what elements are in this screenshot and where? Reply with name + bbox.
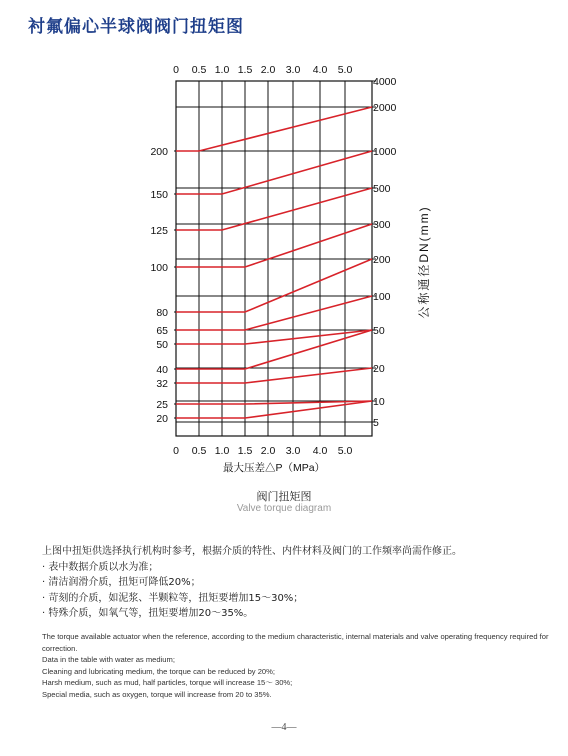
note-en-line: Data in the table with water as medium; <box>42 655 175 664</box>
x-tick-label-bottom: 2.0 <box>260 445 276 457</box>
right-tick-label: 200 <box>373 254 391 266</box>
left-tick-label: 32 <box>156 378 168 390</box>
note-cn-line: 上图中扭矩供选择执行机构时参考，根据介质的特性、内件材料及阀门的工作频率尚需作修正。 <box>42 546 462 557</box>
notes-english <box>42 631 552 700</box>
right-tick-label: 4000 <box>373 76 397 88</box>
x-tick-label-top: 1.5 <box>237 64 253 76</box>
right-tick-label: 500 <box>373 183 391 195</box>
left-tick-label: 80 <box>156 307 168 319</box>
x-tick-label-bottom: 0 <box>173 445 179 457</box>
left-tick-label: 20 <box>156 413 168 425</box>
x-tick-label-top: 0 <box>173 64 179 76</box>
left-tick-label: 125 <box>150 225 168 237</box>
x-axis-label: 最大压差△P（MPa） <box>222 462 326 474</box>
note-cn-line: · 特殊介质，如氧气等，扭矩要增加20～35%。 <box>42 608 254 619</box>
right-tick-label: 50 <box>373 325 385 337</box>
torque-line-65 <box>176 296 372 330</box>
x-tick-label-top: 3.0 <box>285 64 301 76</box>
right-tick-label: 5 <box>373 417 379 429</box>
x-tick-label-bottom: 4.0 <box>312 445 328 457</box>
note-en-line: Harsh medium, such as mud, half particles, torque will increase 15～ 30%; <box>42 678 293 687</box>
note-en-line: The torque available actuator when the reference, according to the medium characteristic, internal materials and valve operating frequency required for correction. <box>42 632 549 653</box>
note-cn-line: · 清洁润滑介质，扭矩可降低20%； <box>42 577 201 588</box>
torque-line-200 <box>176 107 372 151</box>
left-tick-label: 40 <box>156 364 168 376</box>
left-tick-label: 100 <box>150 262 168 274</box>
page-title: 衬氟偏心半球阀阀门扭矩图 <box>28 17 244 37</box>
x-tick-label-top: 1.0 <box>214 64 230 76</box>
torque-line-40 <box>176 330 372 369</box>
x-tick-label-bottom: 3.0 <box>285 445 301 457</box>
chart-caption-en: Valve torque diagram <box>236 503 332 514</box>
chart-lines <box>174 107 372 418</box>
right-tick-label: 20 <box>373 363 385 375</box>
x-tick-label-top: 0.5 <box>191 64 207 76</box>
x-tick-label-bottom: 1.0 <box>214 445 230 457</box>
left-tick-label: 150 <box>150 189 168 201</box>
torque-line-50 <box>176 330 372 344</box>
left-tick-label: 65 <box>156 325 168 337</box>
x-tick-label-bottom: 1.5 <box>237 445 253 457</box>
x-tick-label-top: 5.0 <box>337 64 353 76</box>
note-en-line: Cleaning and lubricating medium, the torque can be reduced by 20%; <box>42 666 276 676</box>
right-tick-label: 1000 <box>373 146 397 158</box>
note-cn-line: · 表中数据介质以水为准； <box>42 561 159 573</box>
right-tick-label: 10 <box>373 396 385 408</box>
note-en-line: Special media, such as oxygen, torque will increase from 20 to 35%. <box>42 689 272 699</box>
note-cn-line: · 苛刻的介质，如泥浆、半颗粒等，扭矩要增加15～30%； <box>42 592 304 604</box>
left-tick-label: 200 <box>150 146 168 158</box>
right-tick-label: 2000 <box>373 102 397 114</box>
x-tick-label-top: 2.0 <box>260 64 276 76</box>
notes-chinese <box>42 544 552 622</box>
x-tick-label-top: 4.0 <box>312 64 328 76</box>
left-tick-label: 50 <box>156 339 168 351</box>
x-tick-label-bottom: 0.5 <box>191 445 207 457</box>
x-tick-label-bottom: 5.0 <box>337 445 353 457</box>
torque-line-32 <box>176 368 372 383</box>
left-tick-label: 25 <box>156 399 168 411</box>
page-number: —4— <box>271 722 297 733</box>
right-tick-label: 100 <box>373 291 391 303</box>
chart-caption-cn: 阀门扭矩图 <box>256 490 312 503</box>
right-axis-label: 公称通径DN(mm) <box>417 205 431 319</box>
right-tick-label: 300 <box>373 219 391 231</box>
torque-line-25 <box>176 401 372 404</box>
